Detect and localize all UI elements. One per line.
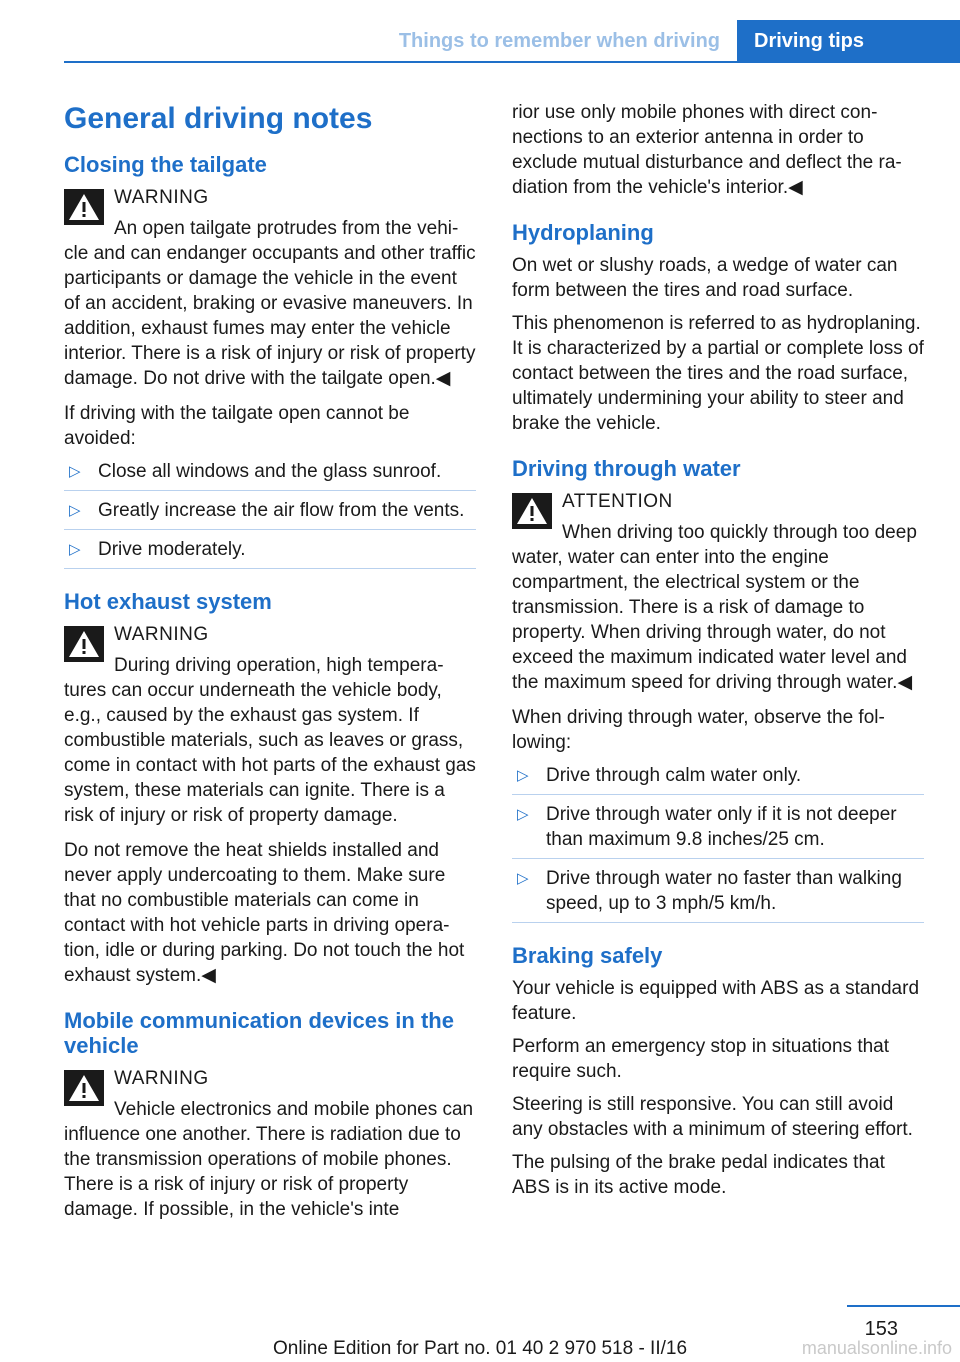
section-hydroplaning	[512, 220, 924, 436]
section-heading: Driving through water	[512, 456, 741, 481]
attention-box	[512, 489, 924, 695]
paragraph: rior use only mobile phones with direct connections to an exterior antenna in order to exclude mutual disturbance and deflect the radiation from the vehicle's interior.◀	[512, 102, 902, 198]
section-closing-tailgate	[64, 152, 476, 569]
section-heading: Braking safely	[512, 943, 663, 968]
attention-label: ATTENTION	[562, 491, 673, 512]
paragraph: Steering is still responsive. You can still avoid any obstacles with a minimum of steering effort.	[512, 1094, 913, 1140]
step-list	[64, 459, 476, 569]
warning-text: An open tailgate protrudes from the vehicle and can endanger occupants and other traffic participants or damage the vehicle in the event of an accident, braking or evasive maneuvers. In addition, exhaust fumes may enter the vehicle interior. There is a risk of injury or risk of property damage. Do not drive with the tailgate open.◀	[64, 218, 476, 389]
warning-label: WARNING	[114, 187, 209, 208]
paragraph: Your vehicle is equipped with ABS as a standard feature.	[512, 978, 920, 1024]
list-item: ▷ Drive moderately.	[64, 537, 476, 569]
page-title: General driving notes	[64, 102, 373, 135]
section-driving-through-water	[512, 456, 924, 923]
paragraph: On wet or slushy roads, a wedge of water can form between the tires and road surface.	[512, 255, 898, 301]
triangle-bullet-icon: ▷	[517, 806, 529, 823]
page-number-rule	[847, 1305, 960, 1307]
paragraph: If driving with the tailgate open cannot be avoided:	[64, 403, 410, 449]
step-list	[512, 763, 924, 923]
left-column	[64, 100, 476, 1242]
list-item: ▷ Drive through water only if it is not deeper than maximum 9.8 inches/25 cm.	[512, 802, 924, 859]
warning-label: WARNING	[114, 624, 209, 645]
warning-triangle-icon	[64, 1070, 104, 1106]
triangle-bullet-icon: ▷	[69, 502, 81, 519]
paragraph: Do not remove the heat shields installed and never apply undercoating to them. Make sure that no combustible materials can come in contact with hot vehicle parts in driving operation, idle or during parking. Do not touch the hot exhaust system.◀	[64, 840, 465, 986]
warning-box	[64, 1066, 476, 1222]
warning-text: During driving operation, high temperatures can occur underneath the vehicle body, e.g., caused by the exhaust gas system. If combustible materials, such as leaves or grass, come in contact with hot parts of the exhaust gas system, these materials can ignite. There is a risk of injury or risk of property damage.	[64, 655, 476, 826]
footer-edition: Online Edition for Part no. 01 40 2 970 518 - II/16	[272, 1338, 688, 1359]
list-item: ▷ Greatly increase the air flow from the vents.	[64, 498, 476, 530]
section-heading: Closing the tailgate	[64, 152, 267, 177]
section-hot-exhaust	[64, 589, 476, 988]
right-column	[512, 100, 924, 1220]
list-item: ▷ Close all windows and the glass sunroof.	[64, 459, 476, 491]
warning-box	[64, 185, 476, 391]
attention-text: When driving too quickly through too deep water, water can enter into the engine compartment, the electrical system or the transmission. There is a risk of damage to property. When driving through water, do not exceed the maximum indicated water level and the maximum speed for driving through water.◀	[512, 522, 917, 693]
warning-triangle-icon	[64, 626, 104, 662]
section-heading: Mobile communication devices in the vehicle	[64, 1008, 454, 1058]
triangle-bullet-icon: ▷	[517, 767, 529, 784]
section-braking-safely	[512, 943, 924, 1200]
paragraph: Perform an emergency stop in situations that require such.	[512, 1036, 890, 1082]
warning-box	[64, 622, 476, 828]
section-mobile-devices	[64, 1008, 476, 1222]
warning-text: Vehicle electronics and mobile phones can influence one another. There is radiation due to the transmission operations of mobile phones. There is a risk of injury or risk of property damage. If possible, in the vehicle's inte	[64, 1099, 474, 1220]
warning-label: WARNING	[114, 1068, 209, 1089]
triangle-bullet-icon: ▷	[69, 463, 81, 480]
header-rule	[64, 61, 960, 63]
header-section-title: Things to remember when driving	[398, 30, 720, 52]
list-item: ▷ Drive through calm water only.	[512, 763, 924, 795]
triangle-bullet-icon: ▷	[517, 870, 529, 887]
paragraph: This phenomenon is referred to as hydroplaning. It is characterized by a partial or complete loss of contact between the tires and the road surface, ultimately undermining your ability to steer and brake the vehicle.	[512, 313, 924, 434]
watermark: manualsonline.info	[801, 1338, 952, 1358]
section-heading: Hydroplaning	[512, 220, 654, 245]
list-item: ▷ Drive through water no faster than walking speed, up to 3 mph/5 km/h.	[512, 866, 924, 923]
section-heading: Hot exhaust system	[64, 589, 272, 614]
triangle-bullet-icon: ▷	[69, 541, 81, 558]
page-number: 153	[864, 1318, 898, 1340]
paragraph: The pulsing of the brake pedal indicates that ABS is in its active mode.	[512, 1152, 885, 1198]
header-chapter-tab: Driving tips	[737, 20, 960, 63]
warning-triangle-icon	[512, 493, 552, 529]
warning-triangle-icon	[64, 189, 104, 225]
paragraph: When driving through water, observe the following:	[512, 707, 885, 753]
